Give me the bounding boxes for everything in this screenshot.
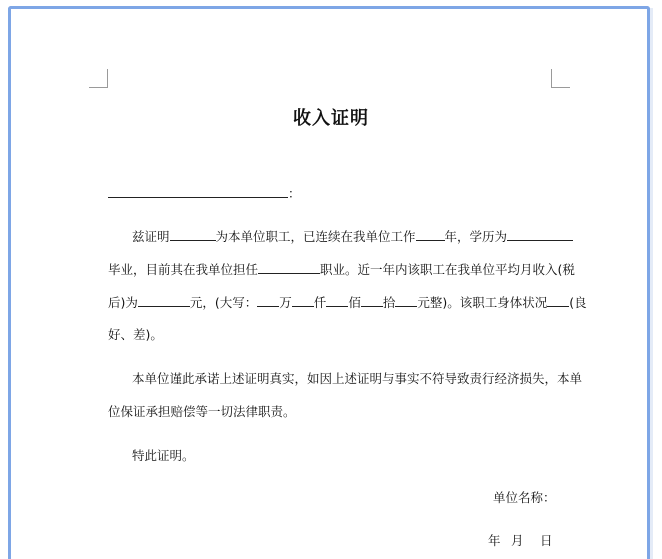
unit-name-label: 单位名称：: [493, 490, 556, 505]
p1-text: 为本单位职工，已连续在我单位工作: [215, 229, 416, 244]
p1-text: 毕业，目前其在我单位担任: [108, 262, 259, 277]
bai-blank[interactable]: [326, 294, 348, 307]
p1-text: 仟: [313, 295, 327, 310]
addressee-blank[interactable]: [108, 185, 288, 198]
shi-blank[interactable]: [361, 294, 383, 307]
health-blank[interactable]: [547, 294, 569, 307]
p2-line-2: 位保证承担赔偿等一切法律职责。: [108, 404, 296, 419]
p1-text: 拾: [382, 295, 396, 310]
p1-line-2: [108, 261, 575, 279]
p1-text: 万: [279, 295, 292, 310]
p1-text: 佰: [348, 295, 361, 310]
income-blank[interactable]: [138, 294, 190, 307]
page-shadow: [650, 8, 653, 559]
name-blank[interactable]: [170, 228, 216, 241]
p1-text: 年，学历为: [444, 229, 508, 244]
date-month-label: 月: [511, 533, 524, 548]
qian-blank[interactable]: [292, 294, 314, 307]
years-blank[interactable]: [416, 228, 445, 241]
p1-text: 元，(大写：: [189, 295, 258, 310]
p1-text: 好、差)。: [108, 327, 163, 342]
p2-line-1: 本单位谨此承诺上述证明真实，如因上述证明与事实不符导致责行经济损失，本单: [132, 371, 583, 386]
p1-text: 兹证明: [132, 229, 170, 244]
addressee-line: [108, 185, 301, 203]
p1-line-1: [132, 228, 573, 246]
p1-text: (良: [569, 295, 587, 310]
margin-corner-top-left: [89, 69, 108, 88]
p1-text: 元整)。该职工身体状况: [417, 295, 548, 310]
p1-line-3: [108, 294, 587, 312]
document-page[interactable]: [8, 6, 650, 559]
date-year-label: 年: [488, 533, 501, 548]
p1-text: 职业。近一年内该职工在我单位平均月收入(税: [320, 262, 575, 277]
position-blank[interactable]: [258, 261, 320, 274]
date-day-label: 日: [540, 533, 553, 548]
document-title: 收入证明: [293, 108, 369, 129]
p1-text: 后)为: [108, 295, 138, 310]
yuan-blank[interactable]: [395, 294, 417, 307]
wan-blank[interactable]: [257, 294, 279, 307]
addressee-colon: ：: [288, 186, 301, 201]
education-blank[interactable]: [507, 228, 573, 241]
p3-line: 特此证明。: [132, 448, 195, 463]
margin-corner-top-right: [551, 69, 570, 88]
p1-line-4: [108, 326, 163, 344]
